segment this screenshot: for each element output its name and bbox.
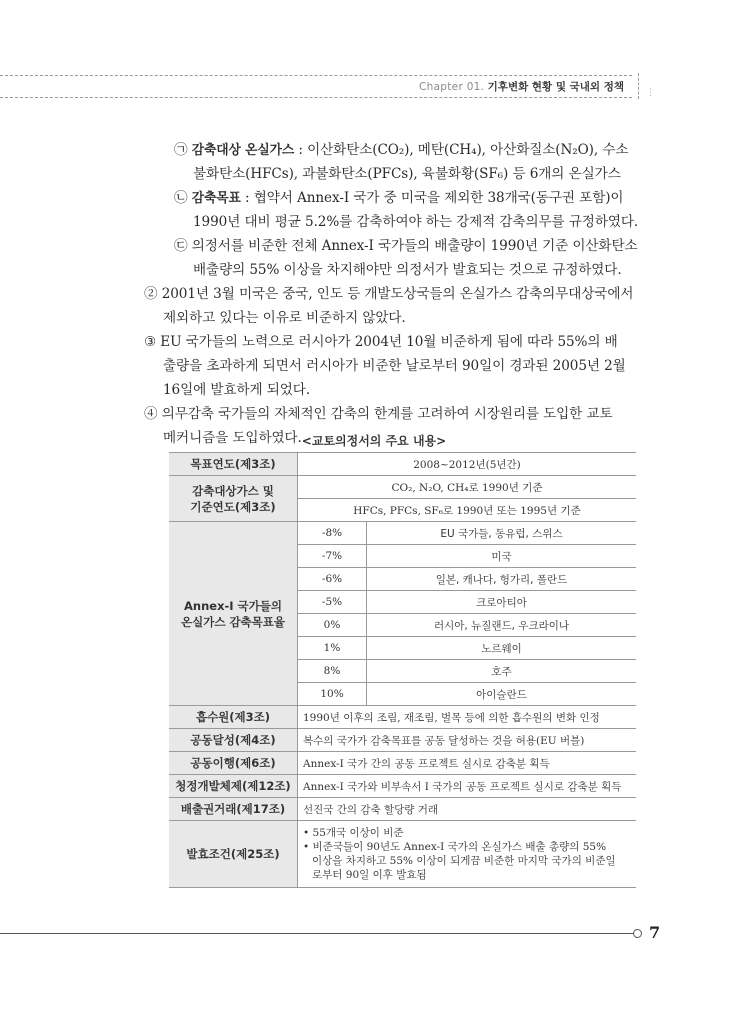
table-row [169,476,636,499]
reduction-percent: -8% [298,522,367,545]
row-header-line: Annex-I 국가들의 [184,598,282,613]
reduction-percent: 8% [298,660,367,683]
country-list: EU 국가들, 동유럽, 스위스 [367,522,637,545]
item-text: : 이산화탄소(CO₂), 메탄(CH₄), 아산화질소(N₂O), 수소 [294,142,629,158]
item-3-line-1: ㉢ 의정서를 비준한 전체 Annex-I 국가들의 배출량이 1990년 기준 이산화탄소 [174,238,638,254]
point-2-line-2: 제외하고 있다는 이유로 비준하지 않았다. [163,310,406,326]
row-header: 공동이행(제6조) [169,752,298,775]
header-rule-bottom [0,97,632,98]
table-row [169,775,636,798]
footer-circle-icon [633,929,642,938]
reduction-percent: -7% [298,545,367,568]
item-term: 감축목표 [191,191,241,206]
country-list: 미국 [367,545,637,568]
row-header: 공동달성(제4조) [169,729,298,752]
chapter-label: Chapter 01. [418,81,485,93]
country-list: 러시아, 뉴질랜드, 우크라이나 [367,614,637,637]
condition-line: • 비준국들이 90년도 Annex-I 국가의 온실가스 배출 총량의 55% [303,841,607,853]
row-header: 청정개발체제(제12조) [169,775,298,798]
table-row [169,729,636,752]
item-2-line-2: 1990년 대비 평균 5.2%를 감축하여야 하는 강제적 감축의무를 규정하였다. [193,214,639,230]
reduction-percent: -6% [298,568,367,591]
chapter-title: 기후변화 현황 및 국내외 정책 [487,81,624,93]
item-term: 감축대상 온실가스 [191,143,295,158]
table-cell: Annex-I 국가 간의 공동 프로젝트 실시로 감축분 획득 [298,752,637,775]
table-cell: Annex-I 국가와 비부속서 I 국가의 공동 프로젝트 실시로 감축분 획득 [298,775,637,798]
row-header [169,522,298,706]
running-header [419,79,624,94]
row-header-line: 기준연도(제3조) [190,499,276,514]
row-header-line: 감축대상가스 및 [192,483,274,498]
point-3-line-1: ③ EU 국가들의 노력으로 러시아가 2004년 10월 비준하게 됨에 따라 55%의 배 [144,334,618,350]
reduction-percent: -5% [298,591,367,614]
table-row [169,798,636,821]
point-3-line-2: 출량을 초과하게 되면서 러시아가 비준한 날로부터 90일이 경과된 2005년 2월 [163,358,626,374]
country-list: 일본, 캐나다, 헝가리, 폴란드 [367,568,637,591]
country-list: 크로아티아 [367,591,637,614]
table-cell [298,821,637,888]
table-cell: 선진국 간의 감축 할당량 거래 [298,798,637,821]
item-2-line-1 [174,186,623,206]
table-cell: 1990년 이후의 조림, 재조림, 벌목 등에 의한 흡수원의 변화 인정 [298,706,637,729]
reduction-percent: 1% [298,637,367,660]
header-ornament-icon: ⋮ [646,88,655,98]
table-row [169,821,636,888]
table-row [169,453,636,476]
row-header: 배출권거래(제17조) [169,798,298,821]
table-row [169,752,636,775]
point-4-line-2: 메커니즘을 도입하였다. [163,430,302,446]
table-row [169,706,636,729]
condition-line: 이상을 차지하고 55% 이상이 되게끔 비준한 마지막 국가의 비준일 [312,855,616,867]
point-4-line-1: ④ 의무감축 국가들의 자체적인 감축의 한계를 고려하여 시장원리를 도입한 교토 [144,406,613,422]
country-list: 노르웨이 [367,637,637,660]
table-cell: 복수의 국가가 감축목표를 공동 달성하는 것을 허용(EU 버블) [298,729,637,752]
table-caption: <교토의정서의 주요 내용> [301,434,447,448]
item-marker: ㉠ [174,142,188,158]
item-1-line-2: 불화탄소(HFCs), 과불화탄소(PFCs), 육불화황(SF₆) 등 6개의 온실가스 [193,166,621,182]
country-list: 호주 [367,660,637,683]
row-header [169,476,298,522]
row-header: 목표연도(제3조) [169,453,298,476]
country-list: 아이슬란드 [367,683,637,706]
row-header-line: 온실가스 감축목표율 [181,614,285,629]
header-rule-top [0,75,632,76]
point-2-line-1: ② 2001년 3월 미국은 중국, 인도 등 개발도상국들의 온실가스 감축의무대상국에서 [144,286,634,302]
page-number: 7 [649,923,661,942]
reduction-percent: 10% [298,683,367,706]
row-header: 발효조건(제25조) [169,821,298,888]
table-cell: CO₂, N₂O, CH₄로 1990년 기준 [298,476,637,499]
condition-line: 로부터 90일 이후 발효됨 [312,869,427,881]
condition-line: • 55개국 이상이 비준 [303,827,404,839]
reduction-percent: 0% [298,614,367,637]
kyoto-protocol-table [169,452,636,888]
point-3-line-3: 16일에 발효하게 되었다. [163,382,311,398]
table-row [169,522,636,545]
table-cell: HFCs, PFCs, SF₆로 1990년 또는 1995년 기준 [298,499,637,522]
item-3-line-2: 배출량의 55% 이상을 차지해야만 의정서가 발효되는 것으로 규정하였다. [193,262,622,278]
table-cell: 2008~2012년(5년간) [298,453,637,476]
row-header: 흡수원(제3조) [169,706,298,729]
item-text: : 협약서 Annex-I 국가 중 미국을 제외한 38개국(동구권 포함)이 [240,190,624,206]
item-1-line-1 [174,138,628,158]
footer-rule [0,933,633,934]
header-divider [638,73,639,99]
item-marker: ㉡ [174,190,188,206]
